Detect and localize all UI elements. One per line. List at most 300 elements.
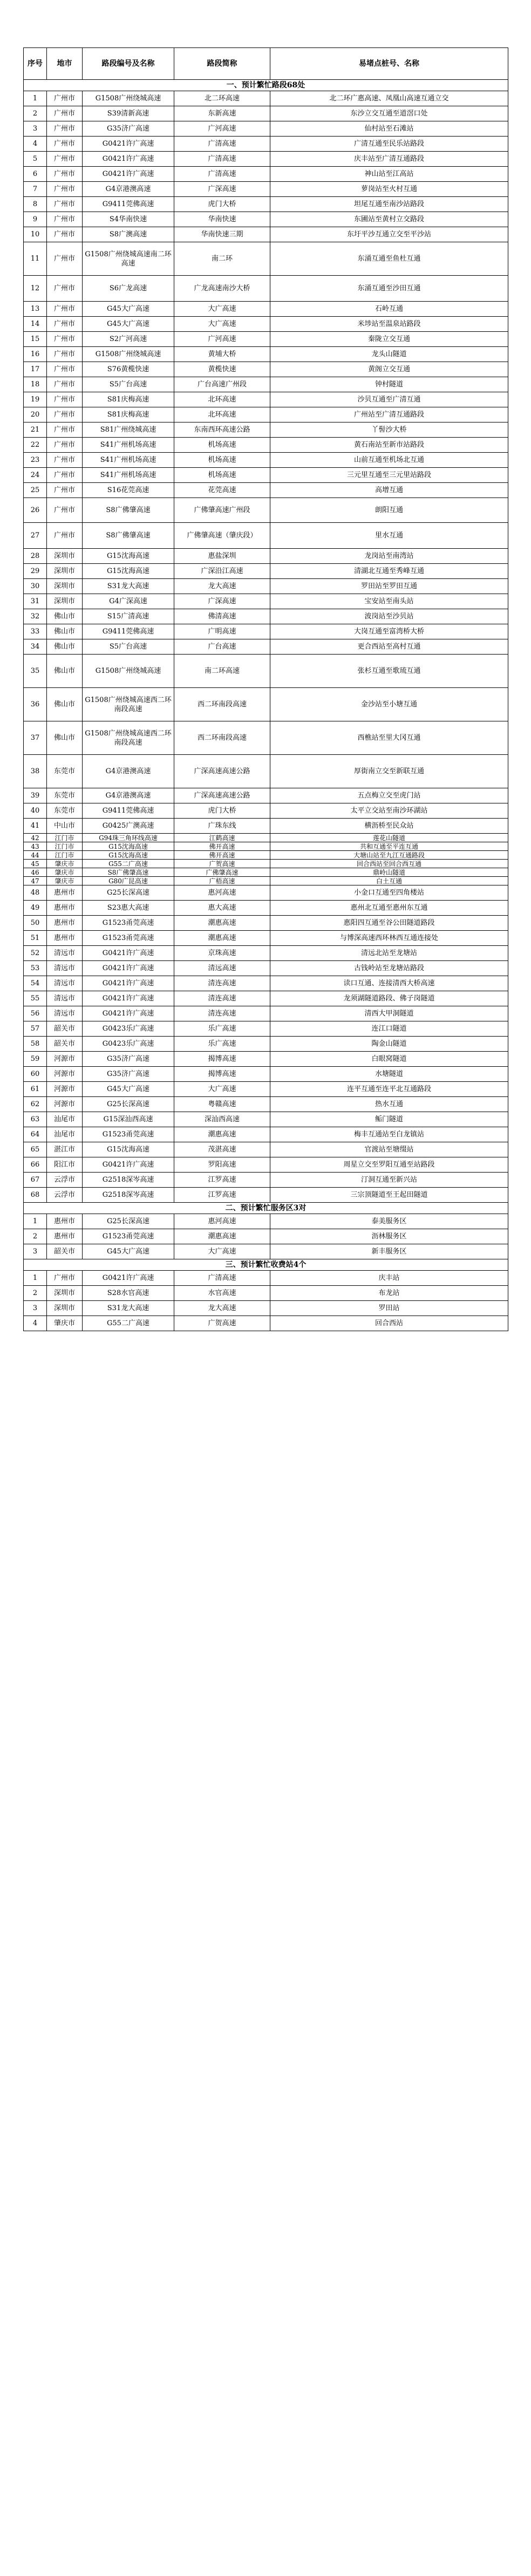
row-road-short: 粤赣高速 (174, 1097, 270, 1112)
row-location: 仙村站至石滩站 (270, 121, 508, 137)
row-city: 清远市 (47, 946, 83, 961)
row-city: 广州市 (47, 137, 83, 152)
row-city: 深圳市 (47, 564, 83, 579)
table-row (24, 347, 508, 362)
row-index: 60 (24, 1067, 47, 1082)
row-location: 宝安站至南头站 (270, 594, 508, 609)
row-road-short: 广珠东线 (174, 819, 270, 834)
row-road-code: G9411莞佛高速 (83, 803, 174, 819)
row-city: 广州市 (47, 392, 83, 407)
table-row (24, 1229, 508, 1244)
row-index: 35 (24, 655, 47, 688)
row-city: 广州市 (47, 212, 83, 227)
row-city: 广州市 (47, 377, 83, 392)
row-city: 清远市 (47, 1006, 83, 1021)
table-row (24, 332, 508, 347)
row-index: 19 (24, 392, 47, 407)
row-city: 佛山市 (47, 639, 83, 655)
row-location: 石岭互通 (270, 302, 508, 317)
row-city: 肇庆市 (47, 868, 83, 877)
row-location: 东涌互通至鱼杜互通 (270, 242, 508, 276)
row-road-code: G35济广高速 (83, 1052, 174, 1067)
row-city: 广州市 (47, 152, 83, 167)
table-row (24, 788, 508, 803)
table-body (24, 80, 508, 1331)
row-road-short: 机场高速 (174, 453, 270, 468)
row-road-short: 广台高速 (174, 639, 270, 655)
row-road-short: 广梧高速 (174, 877, 270, 885)
row-road-short: 清连高速 (174, 991, 270, 1006)
table-row (24, 1006, 508, 1021)
table-row (24, 624, 508, 639)
table-row (24, 242, 508, 276)
row-index: 47 (24, 877, 47, 885)
row-road-short: 大广高速 (174, 1082, 270, 1097)
row-location: 更合西站至高村互通 (270, 639, 508, 655)
row-city: 云浮市 (47, 1188, 83, 1203)
row-location: 连江口隧道 (270, 1021, 508, 1037)
row-road-short: 茂湛高速 (174, 1142, 270, 1157)
row-index: 16 (24, 347, 47, 362)
row-road-short: 佛清高速 (174, 609, 270, 624)
row-road-code: G45大广高速 (83, 1082, 174, 1097)
row-road-short: 龙大高速 (174, 579, 270, 594)
row-road-short: 北环高速 (174, 392, 270, 407)
table-row (24, 885, 508, 901)
row-road-short: 潮惠高速 (174, 916, 270, 931)
row-city: 深圳市 (47, 1286, 83, 1301)
table-row (24, 422, 508, 438)
row-city: 深圳市 (47, 549, 83, 564)
row-road-short: 潮惠高速 (174, 1229, 270, 1244)
row-road-short: 北二环高速 (174, 91, 270, 106)
row-index: 56 (24, 1006, 47, 1021)
row-road-code: S5广台高速 (83, 639, 174, 655)
table-row (24, 1037, 508, 1052)
row-road-short: 广贺高速 (174, 860, 270, 868)
table-row (24, 860, 508, 868)
row-road-short: 黄埔大桥 (174, 347, 270, 362)
row-location: 神山站至江高站 (270, 167, 508, 182)
row-road-code: G15沈海高速 (83, 549, 174, 564)
row-road-code: G0421许广高速 (83, 167, 174, 182)
header-city: 地市 (47, 48, 83, 80)
row-index: 17 (24, 362, 47, 377)
row-city: 深圳市 (47, 579, 83, 594)
row-location: 东沙立交互通至道滘口处 (270, 106, 508, 121)
table-row (24, 946, 508, 961)
table-row (24, 1157, 508, 1173)
table-row (24, 851, 508, 860)
row-road-short: 广清高速 (174, 1271, 270, 1286)
row-city: 云浮市 (47, 1173, 83, 1188)
row-location: 连平互通至连平北互通路段 (270, 1082, 508, 1097)
row-location: 回合西站 (270, 1316, 508, 1331)
row-road-code: S2广河高速 (83, 332, 174, 347)
row-road-code: S28水官高速 (83, 1286, 174, 1301)
row-city: 中山市 (47, 819, 83, 834)
row-location: 罗田站 (270, 1301, 508, 1316)
row-road-code: G0421许广高速 (83, 137, 174, 152)
row-index: 64 (24, 1127, 47, 1142)
row-location: 高增互通 (270, 483, 508, 498)
row-index: 1 (24, 1214, 47, 1229)
row-road-code: G25长深高速 (83, 1097, 174, 1112)
header-location: 易堵点桩号、名称 (270, 48, 508, 80)
row-road-short: 西二环南段高速 (174, 721, 270, 755)
section-title-row (24, 1203, 508, 1214)
row-road-code: G15沈海高速 (83, 851, 174, 860)
row-road-short: 佛开高速 (174, 842, 270, 851)
row-location: 钟村隧道 (270, 377, 508, 392)
row-location: 广清互通至民乐站路段 (270, 137, 508, 152)
row-location: 张杉互通至歌琉互通 (270, 655, 508, 688)
row-road-short: 虎门大桥 (174, 197, 270, 212)
row-road-short: 西二环南段高速 (174, 688, 270, 721)
table-row (24, 1021, 508, 1037)
row-location: 太平立交站至南沙环湖站 (270, 803, 508, 819)
row-road-short: 机场高速 (174, 438, 270, 453)
row-location: 波岗站至沙贝站 (270, 609, 508, 624)
row-city: 汕尾市 (47, 1127, 83, 1142)
row-index: 51 (24, 931, 47, 946)
row-location: 龙须湖隧道路段、佛子岗隧道 (270, 991, 508, 1006)
row-road-code: G25长深高速 (83, 1214, 174, 1229)
row-city: 江门市 (47, 834, 83, 842)
table-row (24, 1097, 508, 1112)
row-road-code: S4华南快速 (83, 212, 174, 227)
row-city: 佛山市 (47, 609, 83, 624)
row-location: 庆丰站 (270, 1271, 508, 1286)
table-row (24, 842, 508, 851)
row-index: 61 (24, 1082, 47, 1097)
row-city: 广州市 (47, 167, 83, 182)
table-row (24, 916, 508, 931)
row-index: 39 (24, 788, 47, 803)
row-index: 4 (24, 1316, 47, 1331)
row-location: 东圃站至黄村立交路段 (270, 212, 508, 227)
row-road-short: 广台高速广州段 (174, 377, 270, 392)
row-city: 河源市 (47, 1067, 83, 1082)
row-index: 23 (24, 453, 47, 468)
row-index: 55 (24, 991, 47, 1006)
row-city: 广州市 (47, 242, 83, 276)
row-road-code: G4京港澳高速 (83, 182, 174, 197)
row-city: 广州市 (47, 498, 83, 523)
row-road-code: G1523甬莞高速 (83, 916, 174, 931)
row-location: 大塘山站至九江互通路段 (270, 851, 508, 860)
row-city: 广州市 (47, 182, 83, 197)
row-index: 34 (24, 639, 47, 655)
row-road-code: G25长深高速 (83, 885, 174, 901)
table-header-row (24, 48, 508, 80)
row-index: 29 (24, 564, 47, 579)
row-index: 67 (24, 1173, 47, 1188)
row-location: 回合西站至回合西互通 (270, 860, 508, 868)
row-city: 清远市 (47, 961, 83, 976)
row-location: 三宗顶隧道至王起田隧道 (270, 1188, 508, 1203)
row-index: 32 (24, 609, 47, 624)
row-city: 佛山市 (47, 624, 83, 639)
row-road-code: G80广昆高速 (83, 877, 174, 885)
table-row (24, 498, 508, 523)
row-index: 44 (24, 851, 47, 860)
row-location: 三元里互通至三元里站路段 (270, 468, 508, 483)
table-row (24, 1271, 508, 1286)
row-city: 广州市 (47, 227, 83, 242)
row-city: 江门市 (47, 851, 83, 860)
row-location: 周星立交至罗阳互通至站路段 (270, 1157, 508, 1173)
table-row (24, 392, 508, 407)
row-location: 泰美服务区 (270, 1214, 508, 1229)
table-row (24, 961, 508, 976)
row-road-code: S5广台高速 (83, 377, 174, 392)
row-index: 54 (24, 976, 47, 991)
row-city: 广州市 (47, 91, 83, 106)
row-index: 13 (24, 302, 47, 317)
row-index: 52 (24, 946, 47, 961)
table-row (24, 579, 508, 594)
row-road-code: S31龙大高速 (83, 579, 174, 594)
row-city: 惠州市 (47, 1214, 83, 1229)
row-index: 2 (24, 1229, 47, 1244)
row-road-short: 清远高速 (174, 961, 270, 976)
table-row (24, 931, 508, 946)
row-index: 1 (24, 91, 47, 106)
row-index: 25 (24, 483, 47, 498)
row-location: 汀洞互通至新兴站 (270, 1173, 508, 1188)
row-city: 韶关市 (47, 1037, 83, 1052)
table-row (24, 91, 508, 106)
row-road-code: S81庆梅高速 (83, 392, 174, 407)
row-index: 28 (24, 549, 47, 564)
row-location: 萝岗站至火村互通 (270, 182, 508, 197)
row-road-code: G1508广州绕城高速 (83, 91, 174, 106)
row-location: 热水互通 (270, 1097, 508, 1112)
row-road-code: S16花莞高速 (83, 483, 174, 498)
row-location: 鼎岭山隧道 (270, 868, 508, 877)
congestion-table (23, 47, 508, 1331)
row-city: 广州市 (47, 106, 83, 121)
row-index: 20 (24, 407, 47, 422)
row-road-short: 乐广高速 (174, 1021, 270, 1037)
row-road-code: G0421许广高速 (83, 1271, 174, 1286)
row-index: 24 (24, 468, 47, 483)
row-index: 2 (24, 1286, 47, 1301)
row-location: 龙岗站至南湾站 (270, 549, 508, 564)
row-road-code: G0421许广高速 (83, 1157, 174, 1173)
header-road-short: 路段简称 (174, 48, 270, 80)
row-road-short: 惠河高速 (174, 1214, 270, 1229)
row-city: 广州市 (47, 362, 83, 377)
row-road-short: 罗阳高速 (174, 1157, 270, 1173)
row-index: 66 (24, 1157, 47, 1173)
row-city: 韶关市 (47, 1244, 83, 1259)
row-road-code: G1523甬莞高速 (83, 931, 174, 946)
row-road-short: 虎门大桥 (174, 803, 270, 819)
row-road-short: 广深高速高速公路 (174, 755, 270, 788)
table-row (24, 976, 508, 991)
row-road-code: S6广龙高速 (83, 276, 174, 302)
row-location: 龙头山隧道 (270, 347, 508, 362)
table-row (24, 121, 508, 137)
row-index: 38 (24, 755, 47, 788)
table-row (24, 453, 508, 468)
table-row (24, 1316, 508, 1331)
row-road-code: G0423乐广高速 (83, 1037, 174, 1052)
row-road-code: G45大广高速 (83, 302, 174, 317)
row-index: 6 (24, 167, 47, 182)
table-row (24, 1127, 508, 1142)
row-index: 48 (24, 885, 47, 901)
row-location: 大岗互通至富湾桥大桥 (270, 624, 508, 639)
row-road-code: G1508广州绕城高速 (83, 347, 174, 362)
row-road-short: 广深高速 (174, 182, 270, 197)
table-row (24, 594, 508, 609)
row-location: 金沙站至小塘互通 (270, 688, 508, 721)
row-location: 坦尾互通至南沙站路段 (270, 197, 508, 212)
row-location: 丫髻沙大桥 (270, 422, 508, 438)
table-row (24, 1173, 508, 1188)
row-road-code: G9411莞佛高速 (83, 197, 174, 212)
row-road-code: G55二广高速 (83, 1316, 174, 1331)
section-title-row (24, 80, 508, 91)
section-title-row (24, 1259, 508, 1271)
table-row (24, 1112, 508, 1127)
section-title: 三、预计繁忙收费站4个 (24, 1259, 508, 1271)
row-city: 汕尾市 (47, 1112, 83, 1127)
row-location: 水塘隧道 (270, 1067, 508, 1082)
row-road-short: 水官高速 (174, 1286, 270, 1301)
row-city: 清远市 (47, 976, 83, 991)
row-road-code: G1508广州绕城高速西二环南段高速 (83, 721, 174, 755)
row-city: 东莞市 (47, 755, 83, 788)
table-row (24, 197, 508, 212)
row-road-code: S8广佛肇高速 (83, 523, 174, 549)
row-road-code: S23惠大高速 (83, 901, 174, 916)
row-road-short: 揭博高速 (174, 1052, 270, 1067)
row-index: 58 (24, 1037, 47, 1052)
row-location: 官渡站至塘缀站 (270, 1142, 508, 1157)
row-location: 东涌互通至沙田互通 (270, 276, 508, 302)
row-index: 45 (24, 860, 47, 868)
row-city: 东莞市 (47, 788, 83, 803)
row-road-code: G35济广高速 (83, 1067, 174, 1082)
row-location: 读口互通、连接清西大桥高速 (270, 976, 508, 991)
row-location: 北二环广惠高速、凤凰山高速互通立交 (270, 91, 508, 106)
table-row (24, 1286, 508, 1301)
row-location: 新丰服务区 (270, 1244, 508, 1259)
row-city: 广州市 (47, 276, 83, 302)
row-index: 3 (24, 1301, 47, 1316)
row-index: 2 (24, 106, 47, 121)
table-row (24, 1067, 508, 1082)
row-road-code: S8广佛肇高速 (83, 498, 174, 523)
table-row (24, 483, 508, 498)
table-row (24, 106, 508, 121)
row-road-code: G2518深岑高速 (83, 1188, 174, 1203)
table-row (24, 991, 508, 1006)
row-city: 阳江市 (47, 1157, 83, 1173)
row-city: 湛江市 (47, 1142, 83, 1157)
row-road-code: G1508广州绕城高速南二环高速 (83, 242, 174, 276)
row-index: 5 (24, 152, 47, 167)
table-row (24, 609, 508, 624)
row-index: 31 (24, 594, 47, 609)
row-city: 广州市 (47, 438, 83, 453)
row-city: 广州市 (47, 317, 83, 332)
row-city: 广州市 (47, 407, 83, 422)
table-row (24, 302, 508, 317)
row-city: 惠州市 (47, 916, 83, 931)
row-road-code: G15沈海高速 (83, 564, 174, 579)
table-row (24, 152, 508, 167)
row-index: 18 (24, 377, 47, 392)
row-location: 惠阳四互通至谷公田隧道路段 (270, 916, 508, 931)
row-road-short: 南二环 (174, 242, 270, 276)
row-location: 朗阳互通 (270, 498, 508, 523)
row-road-short: 广龙高速南沙大桥 (174, 276, 270, 302)
table-row (24, 721, 508, 755)
row-road-short: 乐广高速 (174, 1037, 270, 1052)
row-index: 62 (24, 1097, 47, 1112)
row-city: 深圳市 (47, 594, 83, 609)
row-city: 惠州市 (47, 931, 83, 946)
row-location: 共和互通至平连互通 (270, 842, 508, 851)
row-city: 广州市 (47, 468, 83, 483)
row-location: 布龙站 (270, 1286, 508, 1301)
row-road-short: 广河高速 (174, 121, 270, 137)
table-row (24, 639, 508, 655)
row-city: 惠州市 (47, 1229, 83, 1244)
row-city: 广州市 (47, 121, 83, 137)
row-city: 清远市 (47, 991, 83, 1006)
row-index: 46 (24, 868, 47, 877)
row-location: 陶金山隧道 (270, 1037, 508, 1052)
row-road-short: 广清高速 (174, 137, 270, 152)
table-row (24, 523, 508, 549)
row-location: 清西大甲洞隧道 (270, 1006, 508, 1021)
table-row (24, 564, 508, 579)
table-row (24, 276, 508, 302)
row-road-short: 机场高速 (174, 468, 270, 483)
row-index: 21 (24, 422, 47, 438)
row-location: 莲花山隧道 (270, 834, 508, 842)
row-index: 10 (24, 227, 47, 242)
row-road-code: G0421许广高速 (83, 946, 174, 961)
row-road-code: G15深汕西高速 (83, 1112, 174, 1127)
row-road-short: 南二环高速 (174, 655, 270, 688)
row-location: 黄石南站至新市站路段 (270, 438, 508, 453)
row-location: 庆丰站至广清互通路段 (270, 152, 508, 167)
row-road-code: G35济广高速 (83, 121, 174, 137)
table-row (24, 655, 508, 688)
row-index: 15 (24, 332, 47, 347)
row-road-short: 江罗高速 (174, 1173, 270, 1188)
row-road-code: G1523甬莞高速 (83, 1127, 174, 1142)
row-road-short: 黄榄快速 (174, 362, 270, 377)
row-road-code: G15沈海高速 (83, 1142, 174, 1157)
row-road-short: 佛开高速 (174, 851, 270, 860)
row-road-code: G15沈海高速 (83, 842, 174, 851)
table-row (24, 1082, 508, 1097)
table-row (24, 1214, 508, 1229)
row-index: 30 (24, 579, 47, 594)
row-road-short: 广河高速 (174, 332, 270, 347)
row-index: 8 (24, 197, 47, 212)
row-road-short: 广佛肇高速 (174, 868, 270, 877)
row-location: 西樵站至里大冈互通 (270, 721, 508, 755)
